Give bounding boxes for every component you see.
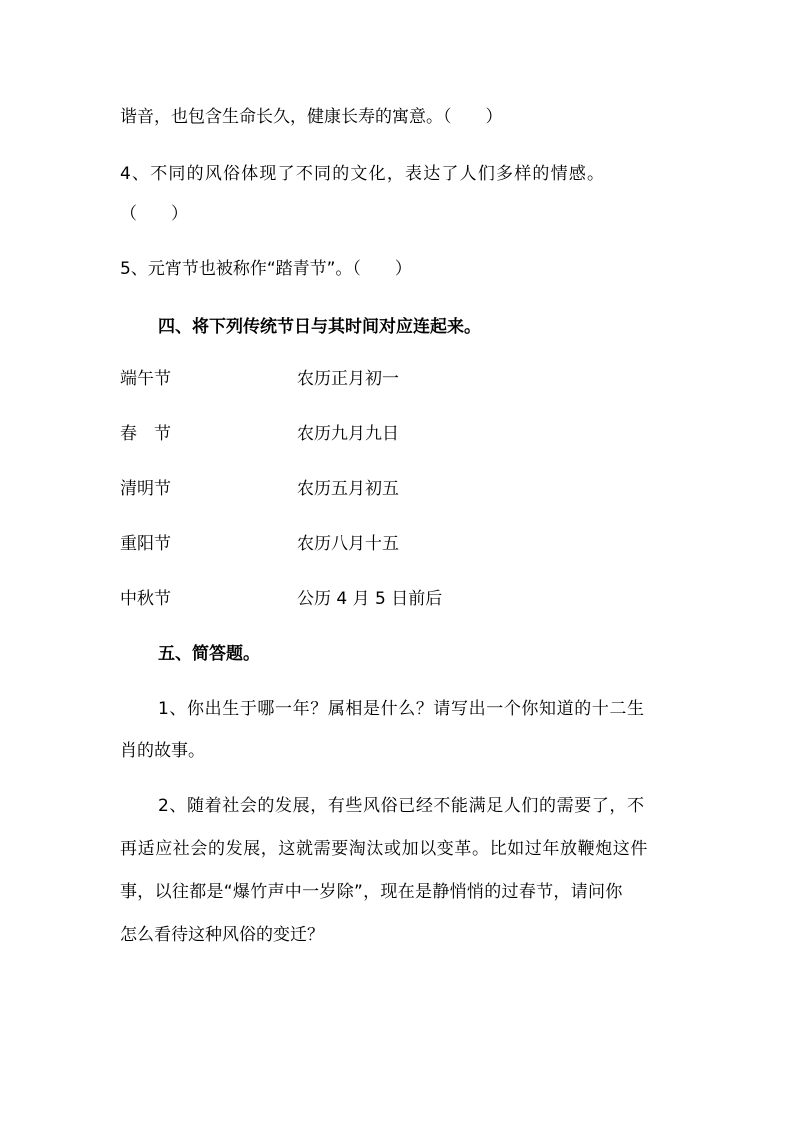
date-item: 农历五月初五 — [297, 479, 399, 499]
question-2-line-3: 事，以往都是“爆竹声中一岁除”，现在是静悄悄的过春节，请问你 — [120, 882, 623, 902]
section-4-heading: 四、将下列传统节日与其时间对应连起来。 — [158, 317, 481, 337]
festival-item: 中秋节 — [120, 589, 171, 609]
tf-item-4-line-2: （ ） — [120, 204, 188, 224]
date-item: 农历九月九日 — [297, 424, 399, 444]
tf-item-3-continuation: 谐音，也包含生命长久，健康长寿的寓意。（ ） — [120, 107, 503, 127]
tf-item-4-line-1: 4、不同的风俗体现了不同的文化，表达了人们多样的情感。 — [120, 164, 606, 184]
date-item: 公历 4 月 5 日前后 — [297, 589, 443, 609]
date-item: 农历正月初一 — [297, 369, 399, 389]
question-2-line-4: 怎么看待这种风俗的变迁？ — [120, 925, 324, 945]
section-5-heading: 五、简答题。 — [158, 644, 260, 664]
festival-item: 清明节 — [120, 479, 171, 499]
question-1-line-2: 肖的故事。 — [120, 741, 205, 761]
festival-item: 重阳节 — [120, 534, 171, 554]
question-1-line-1: 1、你出生于哪一年？属相是什么？请写出一个你知道的十二生 — [158, 699, 645, 719]
festival-item: 春 节 — [120, 424, 171, 444]
question-2-line-2: 再适应社会的发展，这就需要淘汰或加以变革。比如过年放鞭炮这件 — [120, 839, 648, 859]
festival-item: 端午节 — [120, 369, 171, 389]
date-item: 农历八月十五 — [297, 534, 399, 554]
question-2-line-1: 2、随着社会的发展，有些风俗已经不能满足人们的需要了，不 — [158, 796, 645, 816]
tf-item-5: 5、元宵节也被称作“踏青节”。（ ） — [120, 259, 412, 279]
